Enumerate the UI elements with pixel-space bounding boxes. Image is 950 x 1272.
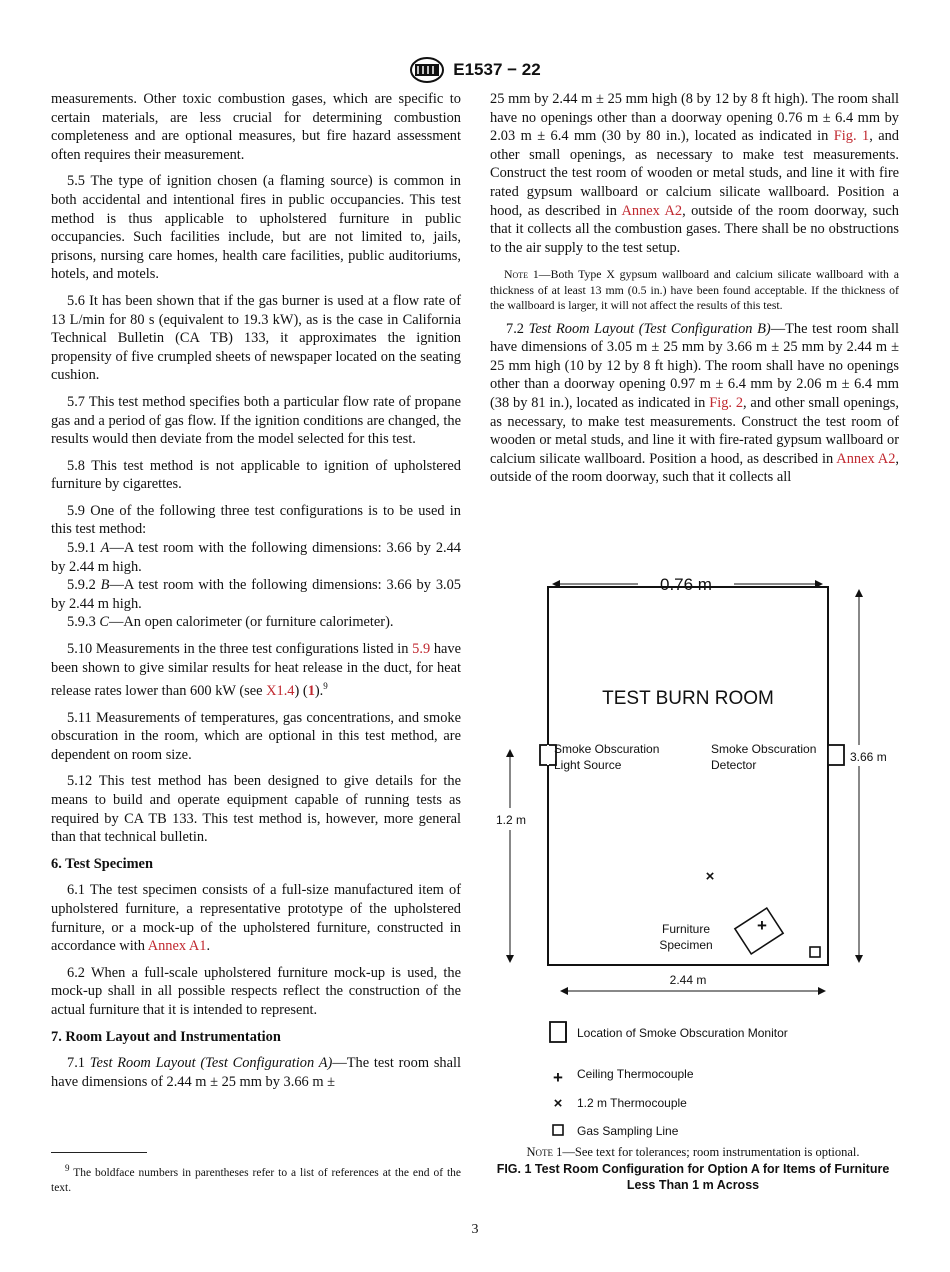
ceiling-thermocouple-icon: + (757, 916, 767, 935)
paragraph-5-9-1: 5.9.1 A—A test room with the following dimensions: 3.66 by 2.44 by 2.44 m high. (51, 540, 461, 575)
paragraph-7-1-continuation: 25 mm by 2.44 m ± 25 mm high (8 by 12 by 8 ft high). The room shall have no openings other than a doorway opening 0.76 m ± 6.4 mm by 2.03 m ± 6.4 mm (30 by 80 in.), located as indicated in Fig. 1, and other small openings, as necessary to make test measurements. Construct the test room of wooden or metal studs, and line it with fire rated gypsum wallboard or calcium silicate wallboard. Position a hood, as described in Annex A2, outside of the room doorway, such that it collects all the combustion gases. There shall be no obstructions to the air supply to the test setup. (490, 91, 899, 256)
legend-ceiling-label: Ceiling Thermocouple (577, 1067, 694, 1081)
paragraph-5-9-2: 5.9.2 B—A test room with the following dimensions: 3.66 by 3.05 by 2.44 m high. (51, 577, 461, 612)
link-fig-1[interactable]: Fig. 1 (833, 128, 870, 145)
figure-1 (488, 570, 908, 1150)
paragraph-5-9: 5.9 One of the following three test configurations is to be used in this test method: (51, 502, 461, 538)
figure-caption: FIG. 1 Test Room Configuration for Option A for Items of Furniture Less Than 1 m Across (496, 1162, 890, 1192)
paragraph-5-8: 5.8 This test method is not applicable to ignition of upholstered furniture by cigarettes. (51, 457, 461, 493)
paragraph-6-1: 6.1 The test specimen consists of a full-size manufactured item of upholstered furniture, a representative prototype of the upholstered furniture, or a mock-up of the upholstered furniture, constructed in accordance with Annex A1. (51, 882, 461, 955)
door-dimension-label: 0.76 m (660, 575, 712, 594)
legend-smoke-monitor-icon (550, 1022, 566, 1042)
paragraph-5-9-3: 5.9.3 C—An open calorimeter (or furniture calorimeter). (67, 614, 394, 631)
thermocouple-12m-icon: × (705, 868, 715, 885)
link-annex-a2[interactable]: Annex A2 (621, 202, 683, 219)
footnote-marker: 9 (323, 681, 328, 692)
figure-note: Note 1—See text for tolerances; room instrumentation is optional. (526, 1145, 860, 1159)
smoke-monitor-right-icon (828, 745, 844, 765)
light-source-label-2: Light Source (554, 758, 622, 772)
footnote: $^9$ The boldface numbers in parentheses refer to a list of references at the end of the text. (51, 1163, 461, 1194)
paragraph-continuation: measurements. Other toxic combustion gases, which are specific to certain materials, are less crucial for determining combustion completeness and are optional measures, but fire hazard assessment often requires their measurement. (51, 91, 461, 163)
height-dimension-label: 1.2 m (496, 813, 527, 827)
page-header (0, 56, 950, 84)
standard-designation: E1537 − 22 (453, 60, 541, 79)
note-1: Note 1—Both Type X gypsum wallboard and calcium silicate wallboard with a thickness of at least 13 mm (0.5 in.) have been found acceptable. If the thickness of the wallboard is larger, it will not affect the results of this test. (490, 267, 899, 313)
legend-ceiling-icon: + (553, 1068, 563, 1087)
link-annex-a2-second[interactable]: Annex A2 (836, 450, 896, 467)
legend-12m-label: 1.2 m Thermocouple (577, 1096, 687, 1110)
furniture-label-1: Furniture (661, 922, 711, 936)
legend-gas-icon (553, 1125, 563, 1135)
left-column (51, 90, 461, 1099)
link-section-5-9[interactable]: 5.9 (412, 641, 431, 658)
gas-sampling-line-icon (810, 947, 820, 957)
detector-label-2: Detector (711, 758, 757, 772)
room-title: TEST BURN ROOM (602, 688, 774, 709)
legend-smoke-monitor-label: Location of Smoke Obscuration Monitor (577, 1026, 788, 1040)
page-number: 3 (471, 1222, 479, 1237)
footnote-divider (51, 1152, 147, 1153)
link-fig-2[interactable]: Fig. 2 (709, 394, 744, 411)
astm-logo-icon (409, 56, 445, 84)
paragraph-6-2: 6.2 When a full-scale upholstered furniture mock-up is used, the mock-up shall in all possible respects reflect the construction of the actual furniture that it is intended to represent. (51, 964, 461, 1018)
paragraph-5-5: 5.5 The type of ignition chosen (a flaming source) is common in both accidental and intentional fires in public occupancies. This test method is thus applicable to upholstered furniture in public occupancies. Such facilities include, but are not limited to, jails, prisons, nursing care homes, health care facilities, public auditoriums, hotels, and motels. (51, 173, 461, 283)
furniture-label-2: Specimen (659, 938, 713, 952)
legend-12m-icon: × (553, 1095, 563, 1112)
width-dimension-label: 2.44 m (669, 973, 707, 987)
right-column (490, 90, 899, 495)
link-x1-4[interactable]: X1.4 (266, 683, 295, 700)
link-annex-a1[interactable]: Annex A1 (147, 938, 207, 955)
side-dimension-label: 3.66 m (850, 750, 887, 764)
room-outline (548, 587, 828, 965)
section-6-heading: 6. Test Specimen (51, 855, 153, 872)
link-reference-1[interactable]: 1 (307, 683, 315, 700)
section-7-heading: 7. Room Layout and Instrumentation (51, 1028, 281, 1045)
room-diagram (488, 570, 908, 1150)
light-source-label-1: Smoke Obscuration (554, 742, 660, 756)
paragraph-5-6: 5.6 It has been shown that if the gas burner is used at a flow rate of 13 L/min for 80 s (equivalent to 19.3 kW), as is the case in California Technical Bulletin (CA TB) 133, it approximates the ignition propensity of five crumpled sheets of newspaper located on the seating cushion. (51, 292, 461, 384)
legend-gas-label: Gas Sampling Line (577, 1124, 679, 1138)
paragraph-5-11: 5.11 Measurements of temperatures, gas concentrations, and smoke obscuration in the room, which are optional in this test method, are dependent on room size. (51, 709, 461, 763)
paragraph-7-1: 7.1 Test Room Layout (Test Configuration A)—The test room shall have dimensions of 2.44 m ± 25 mm by 3.66 m ± (51, 1055, 461, 1090)
paragraph-5-7: 5.7 This test method specifies both a particular flow rate of propane gas and a period of gas flow. If the ignition conditions are changed, the results would then deviate from the model selected for this test. (51, 393, 461, 448)
paragraph-5-12: 5.12 This test method has been designed to give details for the means to build and operate equipment capable of running tests as required by CA TB 133. This test method is, however, more general than that technical bulletin. (51, 773, 461, 846)
detector-label-1: Smoke Obscuration (711, 742, 817, 756)
paragraph-5-10: 5.10 Measurements in the three test configurations listed in 5.9 have been shown to give similar results for heat release in the duct, for heat release rates lower than 600 kW (see X1.4) (1).$^9$ (51, 641, 462, 700)
paragraph-7-2: 7.2 Test Room Layout (Test Configuration B)—The test room shall have dimensions of 3.05 m ± 25 mm by 3.66 m ± 25 mm by 2.44 m ± 25 mm high (10 by 12 by 8 ft high). The room shall have no openings other than a doorway opening 0.97 m ± 6.4 mm by 2.06 m ± 6.4 mm (38 by 81 in.), located as indicated in Fig. 2, and other small openings, as necessary, to make test measurements. Construct the test room of wooden or metal studs, and line it with fire-rated gypsum wallboard or calcium silicate wallboard. Position a hood, as described in Annex A2, outside of the room doorway, such that it collects all (490, 320, 899, 486)
